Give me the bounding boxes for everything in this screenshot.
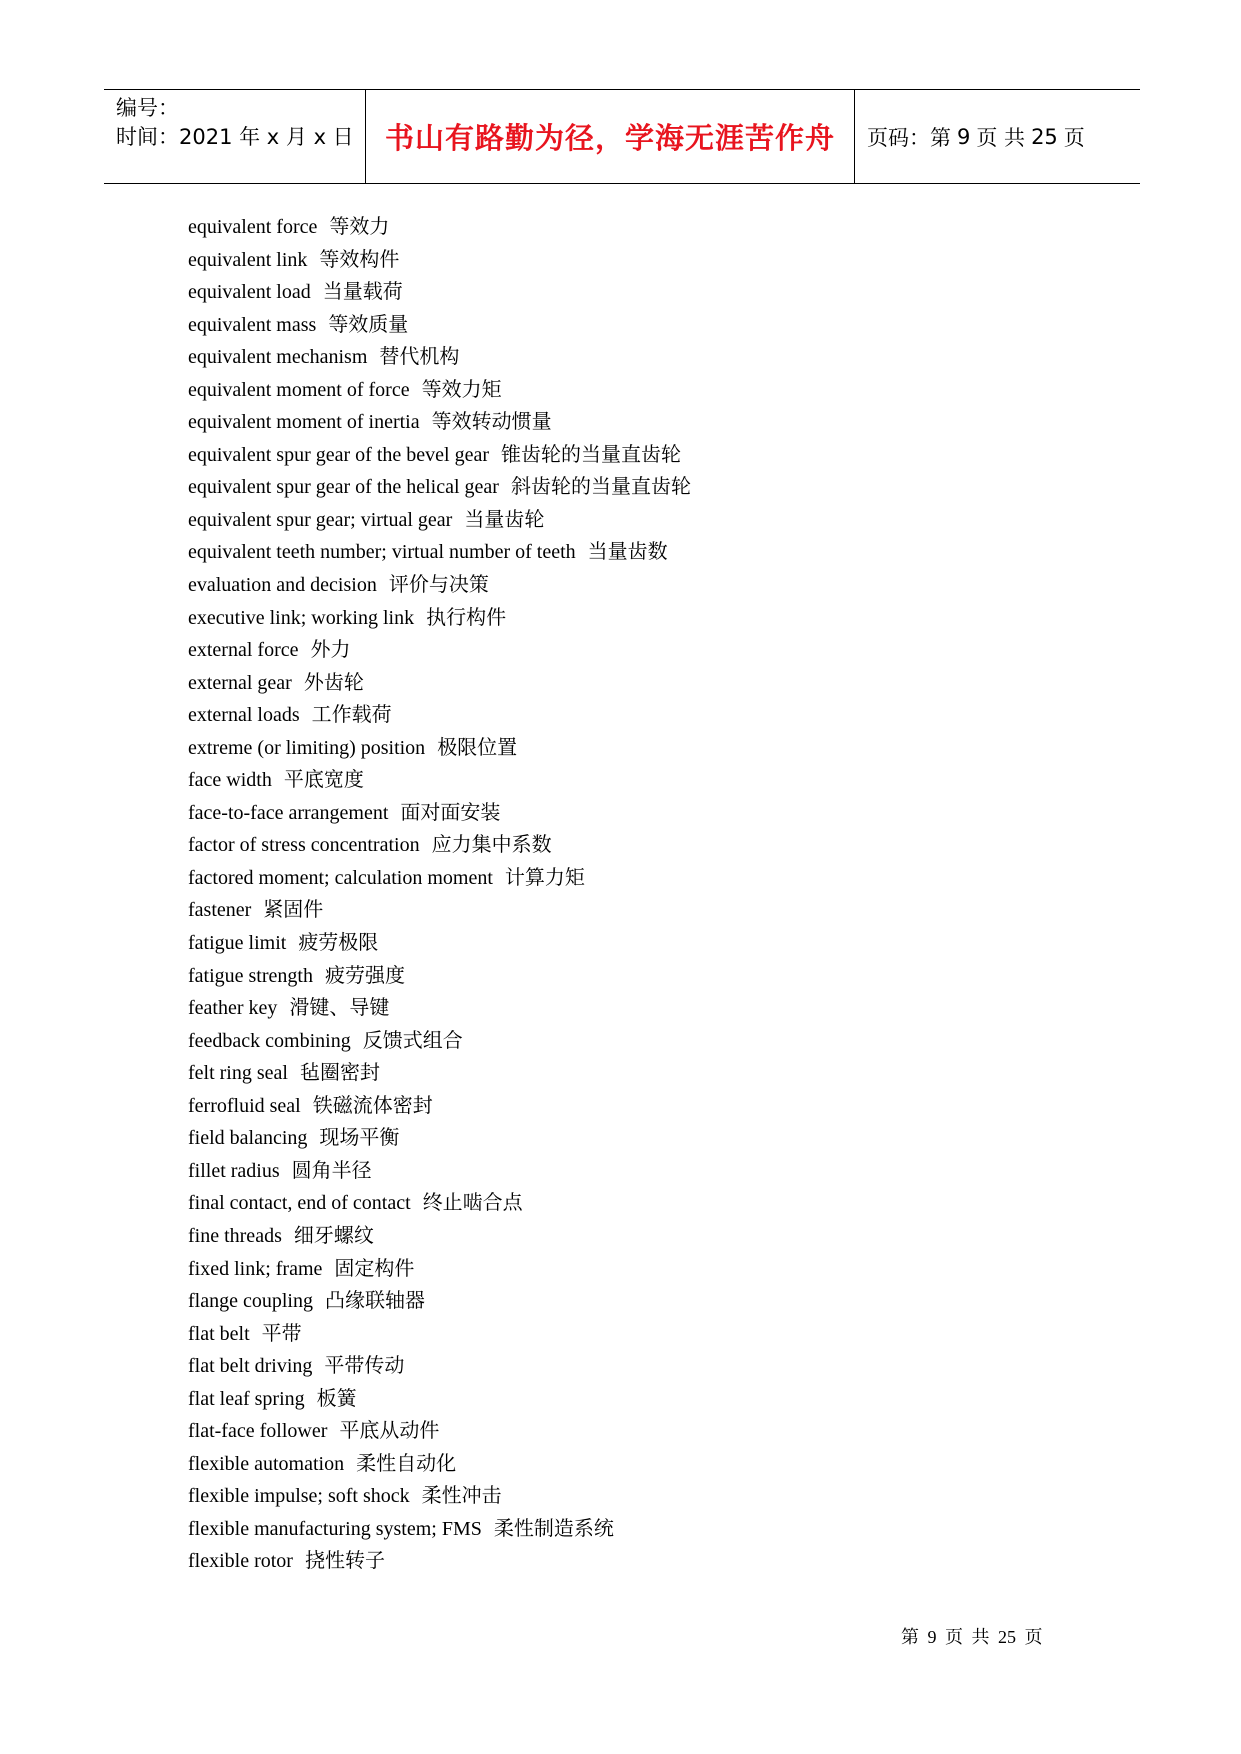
term-chinese: 外力 <box>310 637 351 662</box>
term-chinese: 平底从动件 <box>339 1418 440 1443</box>
glossary-entry <box>188 861 691 894</box>
glossary-entry <box>188 535 691 568</box>
term-chinese: 应力集中系数 <box>431 832 552 857</box>
term-english: felt ring seal <box>188 1062 288 1085</box>
term-english: factored moment; calculation moment <box>188 866 493 889</box>
term-english: equivalent spur gear of the bevel gear <box>188 443 489 466</box>
term-english: equivalent load <box>188 281 311 304</box>
term-chinese: 固定构件 <box>334 1255 415 1280</box>
glossary-entry <box>188 503 691 536</box>
header-motto: 书山有路勤为径，学海无涯苦作舟 <box>384 121 835 155</box>
glossary-entry <box>188 601 691 634</box>
glossary-entry <box>188 893 691 926</box>
glossary-entry <box>188 373 691 406</box>
glossary-entry <box>188 1447 691 1480</box>
term-english: ferrofluid seal <box>188 1094 301 1117</box>
glossary-entry <box>188 438 691 471</box>
glossary-entry <box>188 633 691 666</box>
glossary-entry <box>188 1284 691 1317</box>
glossary-entry <box>188 1544 691 1577</box>
term-english: flat belt driving <box>188 1355 313 1378</box>
term-english: fastener <box>188 899 252 922</box>
term-english: flange coupling <box>188 1290 313 1313</box>
glossary-entry <box>188 340 691 373</box>
term-english: final contact, end of contact <box>188 1192 411 1215</box>
glossary-entry <box>188 1154 691 1187</box>
glossary-entry <box>188 1056 691 1089</box>
term-english: face width <box>188 769 272 792</box>
glossary-entry <box>188 405 691 438</box>
glossary-entry <box>188 731 691 764</box>
term-english: executive link; working link <box>188 606 415 629</box>
term-chinese: 圆角半径 <box>291 1157 372 1182</box>
term-chinese: 平底宽度 <box>283 767 364 792</box>
term-english: equivalent teeth number; virtual number of teeth <box>188 541 576 564</box>
page-current: 9 <box>957 124 971 149</box>
page-header <box>104 89 1140 184</box>
term-english: fatigue strength <box>188 964 313 987</box>
glossary-entry <box>188 210 691 243</box>
glossary-entry <box>188 1186 691 1219</box>
term-chinese: 挠性转子 <box>304 1548 385 1573</box>
term-chinese: 柔性冲击 <box>421 1483 502 1508</box>
glossary-entry <box>188 568 691 601</box>
term-english: equivalent spur gear; virtual gear <box>188 508 453 531</box>
term-chinese: 当量齿数 <box>587 539 668 564</box>
term-chinese: 外齿轮 <box>303 669 364 694</box>
term-english: factor of stress concentration <box>188 834 420 857</box>
document-time-label: 时间：2021 年 x 月 x 日 <box>116 125 354 149</box>
term-english: equivalent moment of force <box>188 378 410 401</box>
term-english: flat-face follower <box>188 1420 328 1443</box>
term-english: face-to-face arrangement <box>188 801 389 824</box>
glossary-entry <box>188 1219 691 1252</box>
header-motto-cell <box>366 90 855 183</box>
term-english: external force <box>188 639 299 662</box>
glossary-list <box>188 210 691 1577</box>
page-total: 25 <box>1031 124 1058 149</box>
term-chinese: 现场平衡 <box>319 1125 400 1150</box>
term-english: fixed link; frame <box>188 1257 323 1280</box>
term-chinese: 板簧 <box>316 1385 357 1410</box>
term-chinese: 柔性自动化 <box>356 1450 457 1475</box>
page-mid-label: 页 共 <box>976 125 1026 150</box>
term-chinese: 毡圈密封 <box>299 1060 380 1085</box>
glossary-entry <box>188 1479 691 1512</box>
glossary-entry <box>188 926 691 959</box>
term-chinese: 终止啮合点 <box>422 1190 523 1215</box>
glossary-entry <box>188 1512 691 1545</box>
term-english: flat leaf spring <box>188 1387 305 1410</box>
document-number-label: 编号： <box>116 96 179 120</box>
glossary-entry <box>188 275 691 308</box>
page-end-label: 页 <box>1063 125 1085 150</box>
term-english: evaluation and decision <box>188 574 377 597</box>
glossary-entry <box>188 308 691 341</box>
term-english: flexible rotor <box>188 1550 293 1573</box>
glossary-entry <box>188 1414 691 1447</box>
term-english: equivalent mechanism <box>188 346 368 369</box>
glossary-entry <box>188 1252 691 1285</box>
term-chinese: 计算力矩 <box>504 864 585 889</box>
term-chinese: 疲劳极限 <box>298 930 379 955</box>
glossary-entry <box>188 796 691 829</box>
term-chinese: 疲劳强度 <box>324 962 405 987</box>
term-english: fillet radius <box>188 1159 280 1182</box>
term-chinese: 柔性制造系统 <box>493 1515 614 1540</box>
term-chinese: 反馈式组合 <box>362 1027 463 1052</box>
term-english: extreme (or limiting) position <box>188 736 426 759</box>
term-english: flat belt <box>188 1322 250 1345</box>
term-chinese: 铁磁流体密封 <box>312 1092 433 1117</box>
term-chinese: 执行构件 <box>426 604 507 629</box>
term-chinese: 等效质量 <box>328 311 409 336</box>
term-chinese: 当量载荷 <box>322 279 403 304</box>
term-chinese: 等效构件 <box>319 246 400 271</box>
term-chinese: 细牙螺纹 <box>293 1222 374 1247</box>
term-english: feather key <box>188 997 278 1020</box>
term-english: fatigue limit <box>188 932 287 955</box>
term-english: fine threads <box>188 1224 282 1247</box>
glossary-entry <box>188 698 691 731</box>
glossary-entry <box>188 470 691 503</box>
term-english: field balancing <box>188 1127 308 1150</box>
term-chinese: 极限位置 <box>437 734 518 759</box>
header-info-cell <box>104 90 366 183</box>
glossary-entry <box>188 959 691 992</box>
glossary-entry <box>188 1089 691 1122</box>
term-chinese: 评价与决策 <box>388 572 489 597</box>
term-english: equivalent spur gear of the helical gear <box>188 476 499 499</box>
term-english: flexible manufacturing system; FMS <box>188 1517 482 1540</box>
term-chinese: 平带传动 <box>324 1353 405 1378</box>
glossary-entry <box>188 991 691 1024</box>
term-chinese: 工作载荷 <box>311 702 392 727</box>
glossary-entry <box>188 1024 691 1057</box>
term-chinese: 紧固件 <box>263 897 324 922</box>
term-english: flexible impulse; soft shock <box>188 1485 410 1508</box>
term-chinese: 锥齿轮的当量直齿轮 <box>500 441 681 466</box>
glossary-entry <box>188 828 691 861</box>
term-chinese: 等效力矩 <box>421 376 502 401</box>
term-chinese: 凸缘联轴器 <box>324 1288 425 1313</box>
glossary-entry <box>188 763 691 796</box>
term-english: external gear <box>188 671 292 694</box>
header-page-cell <box>855 90 1140 183</box>
term-english: feedback combining <box>188 1029 351 1052</box>
term-english: equivalent mass <box>188 313 317 336</box>
term-chinese: 平带 <box>261 1320 302 1345</box>
term-chinese: 面对面安装 <box>400 799 501 824</box>
term-chinese: 等效力 <box>329 214 390 238</box>
glossary-entry <box>188 243 691 276</box>
glossary-entry <box>188 1121 691 1154</box>
glossary-entry <box>188 1382 691 1415</box>
term-chinese: 等效转动惯量 <box>431 409 552 434</box>
glossary-entry <box>188 1317 691 1350</box>
glossary-entry <box>188 666 691 699</box>
term-english: flexible automation <box>188 1452 345 1475</box>
term-chinese: 斜齿轮的当量直齿轮 <box>510 474 691 499</box>
term-chinese: 当量齿轮 <box>464 506 545 531</box>
glossary-entry <box>188 1349 691 1382</box>
term-english: equivalent link <box>188 248 308 271</box>
term-english: equivalent force <box>188 216 318 238</box>
term-chinese: 替代机构 <box>379 344 460 369</box>
term-english: equivalent moment of inertia <box>188 411 420 434</box>
page-footer: 第 9 页 共 25 页 <box>901 1627 1043 1647</box>
term-english: external loads <box>188 704 300 727</box>
term-chinese: 滑键、导键 <box>289 995 390 1020</box>
page-label: 页码：第 <box>867 125 951 150</box>
